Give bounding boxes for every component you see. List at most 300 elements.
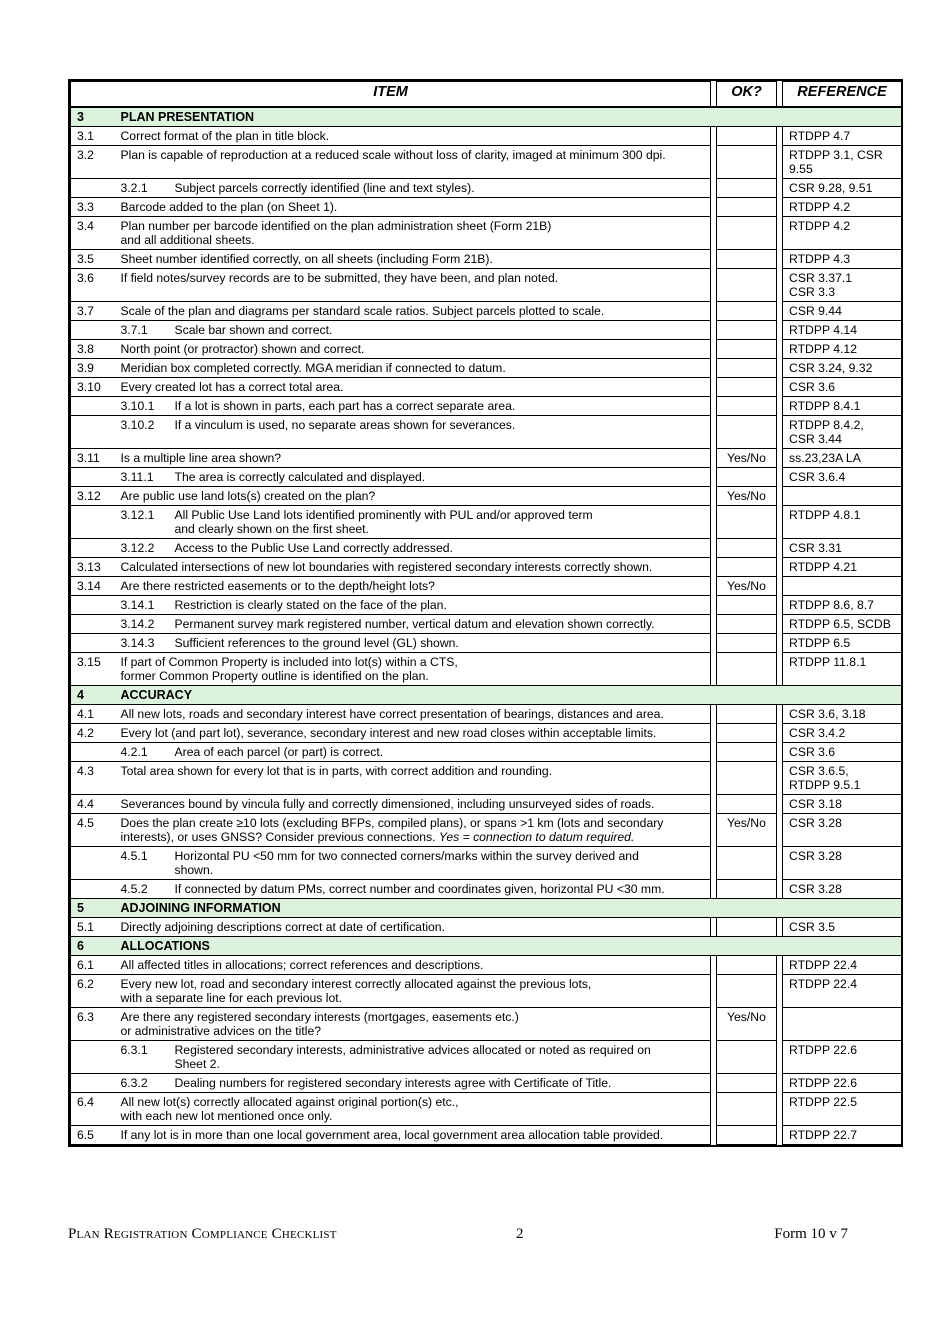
checklist-item-row [71,487,902,506]
item-text [115,179,711,198]
ok-cell[interactable] [717,1074,777,1093]
item-text [115,1074,711,1093]
reference-cell: CSR 3.28 [783,880,902,899]
item-description: Barcode added to the plan (on Sheet 1). [120,200,338,214]
subitem-text: Scale bar shown and correct. [174,323,333,337]
ok-cell[interactable] [717,250,777,269]
reference-cell: RTDPP 4.2 [783,198,902,217]
item-text [115,378,711,397]
item-description: Calculated intersections of new lot boundaries with registered secondary interests correctly shown. [120,560,653,574]
subitem-text: Registered secondary interests, administrative advices allocated or noted as required on Sheet 2. [174,1043,651,1071]
item-number-blank [71,468,115,487]
item-text [115,795,711,814]
reference-cell: RTDPP 22.6 [783,1041,902,1074]
subitem [121,882,707,896]
reference-cell: RTDPP 8.4.2, CSR 3.44 [783,416,902,449]
checklist-subitem-row [71,596,902,615]
reference-cell: RTDPP 3.1, CSR 9.55 [783,146,902,179]
ok-cell[interactable] [717,918,777,937]
checklist-subitem-row [71,416,902,449]
item-number-blank [71,506,115,539]
item-text [115,198,711,217]
ok-cell[interactable] [717,539,777,558]
subitem [121,1076,707,1090]
subitem-number: 3.10.1 [120,399,155,413]
reference-cell: RTDPP 22.5 [783,1093,902,1126]
item-description: Every new lot, road and secondary interest correctly allocated against the previous lots, with a separate line for each previous lot. [120,977,592,1005]
item-text [115,615,711,634]
ok-cell[interactable] [717,634,777,653]
subitem-text: Sufficient references to the ground level (GL) shown. [174,636,459,650]
item-text [115,596,711,615]
item-text [115,918,711,937]
ok-cell[interactable] [717,397,777,416]
checklist-subitem-row [71,397,902,416]
item-number: 3.3 [71,198,115,217]
item-description: All new lots, roads and secondary interest have correct presentation of bearings, distances and area. [120,707,664,721]
subitem [121,617,707,631]
subitem-number: 6.3.2 [120,1076,148,1090]
subitem-number: 4.5.2 [120,882,148,896]
subitem-text: Area of each parcel (or part) is correct. [174,745,384,759]
subitem [121,745,707,759]
item-text [115,468,711,487]
item-number: 3.1 [71,127,115,146]
checklist-subitem-row [71,847,902,880]
page-footer [68,1226,903,1246]
section-number: 4 [71,686,115,705]
subitem-text: If a lot is shown in parts, each part has a correct separate area. [174,399,516,413]
item-description: Meridian box completed correctly. MGA meridian if connected to datum. [120,361,506,375]
reference-cell: RTDPP 4.12 [783,340,902,359]
item-text [115,487,711,506]
checklist-subitem-row [71,634,902,653]
reference-cell: CSR 3.6 [783,743,902,762]
ok-cell[interactable] [717,269,777,302]
item-text [115,1093,711,1126]
item-text [115,956,711,975]
item-number: 4.4 [71,795,115,814]
section-header-row [71,686,902,705]
item-text [115,880,711,899]
checklist-subitem-row [71,1041,902,1074]
ok-cell[interactable] [717,506,777,539]
section-title: ALLOCATIONS [115,937,902,956]
ok-cell[interactable] [717,340,777,359]
reference-cell: RTDPP 4.21 [783,558,902,577]
item-description: Are there restricted easements or to the depth/height lots? [120,579,435,593]
item-number: 5.1 [71,918,115,937]
subitem-text: If a vinculum is used, no separate areas shown for severances. [174,418,516,432]
item-text [115,340,711,359]
ok-cell[interactable] [717,1041,777,1074]
item-text [115,217,711,250]
checklist-item-row [71,918,902,937]
ok-cell[interactable] [717,146,777,179]
section-number: 5 [71,899,115,918]
item-text [115,975,711,1008]
section-header-row [71,107,902,127]
checklist-subitem-row [71,539,902,558]
subitem-number: 3.12.2 [120,541,155,555]
item-number: 6.3 [71,1008,115,1041]
checklist-item-row [71,653,902,686]
reference-cell: CSR 9.28, 9.51 [783,179,902,198]
item-number: 6.2 [71,975,115,1008]
item-number: 3.9 [71,359,115,378]
ok-cell[interactable] [717,1093,777,1126]
item-number: 3.7 [71,302,115,321]
ok-cell[interactable]: Yes/No [717,449,777,468]
checklist-item-row [71,795,902,814]
item-text [115,1126,711,1145]
item-number: 6.4 [71,1093,115,1126]
ok-cell[interactable] [717,558,777,577]
subitem-number: 3.7.1 [120,323,148,337]
ok-cell[interactable] [717,359,777,378]
item-number-blank [71,1074,115,1093]
item-description: Total area shown for every lot that is in parts, with correct addition and rounding. [120,764,553,778]
checklist-item-row [71,127,902,146]
item-number: 6.1 [71,956,115,975]
subitem [121,323,707,337]
checklist-item-row [71,250,902,269]
ok-cell[interactable] [717,468,777,487]
checklist-item-row [71,378,902,397]
item-description: If any lot is in more than one local government area, local government area allocation table provided. [120,1128,664,1142]
reference-cell: RTDPP 6.5, SCDB [783,615,902,634]
subitem-text: Restriction is clearly stated on the face of the plan. [174,598,447,612]
checklist-item-row [71,1126,902,1145]
item-text [115,449,711,468]
subitem-number: 3.2.1 [120,181,148,195]
item-text [115,539,711,558]
item-description: Sheet number identified correctly, on all sheets (including Form 21B). [120,252,493,266]
footer-title: Plan Registration Compliance Checklist [68,1226,337,1242]
subitem-number: 3.10.2 [120,418,155,432]
item-number-blank [71,615,115,634]
item-number: 3.15 [71,653,115,686]
item-number: 3.13 [71,558,115,577]
reference-cell: RTDPP 8.6, 8.7 [783,596,902,615]
ok-cell[interactable] [717,127,777,146]
checklist-item-row [71,762,902,795]
subitem-text: Horizontal PU <50 mm for two connected corners/marks within the survey derived and shown. [174,849,639,877]
item-text [115,724,711,743]
ok-cell[interactable] [717,724,777,743]
subitem-number: 6.3.1 [120,1043,148,1057]
item-description: Is a multiple line area shown? [120,451,282,465]
checklist-table [70,81,902,1145]
item-number-blank [71,179,115,198]
ok-cell[interactable] [717,615,777,634]
item-number-blank [71,596,115,615]
subitem [121,399,707,413]
item-number-blank [71,539,115,558]
item-number: 3.14 [71,577,115,596]
header-reference: REFERENCE [783,82,902,108]
ok-cell[interactable] [717,321,777,340]
item-text [115,762,711,795]
item-text [115,250,711,269]
subitem [121,1043,707,1071]
reference-cell: RTDPP 4.3 [783,250,902,269]
item-text [115,1008,711,1041]
item-description: Does the plan create ≥10 lots (excluding BFPs, compiled plans), or spans >1 km (lots and secondary interests), or uses GNSS? Consider previous connections. [120,816,664,844]
item-description: Are public use land lots(s) created on the plan? [120,489,376,503]
item-number: 4.1 [71,705,115,724]
reference-cell [783,577,902,596]
item-description: Directly adjoining descriptions correct at date of certification. [120,920,445,934]
subitem-number: 3.12.1 [120,508,155,522]
checklist-subitem-row [71,179,902,198]
checklist-item-row [71,217,902,250]
item-description: If field notes/survey records are to be submitted, they have been, and plan noted. [120,271,559,285]
checklist-subitem-row [71,506,902,539]
subitem [121,418,707,432]
section-title: ACCURACY [115,686,902,705]
reference-cell: CSR 3.31 [783,539,902,558]
subitem-number: 4.2.1 [120,745,148,759]
section-title: PLAN PRESENTATION [115,107,902,127]
item-text [115,1041,711,1074]
item-number: 4.5 [71,814,115,847]
item-description: Scale of the plan and diagrams per standard scale ratios. Subject parcels plotted to scale. [120,304,605,318]
checklist-subitem-row [71,468,902,487]
subitem-text: If connected by datum PMs, correct number and coordinates given, horizontal PU <30 mm. [174,882,665,896]
reference-cell: CSR 3.37.1 CSR 3.3 [783,269,902,302]
item-number: 3.4 [71,217,115,250]
checklist-item-row [71,558,902,577]
header-item: ITEM [71,82,711,108]
item-text [115,359,711,378]
ok-cell[interactable] [717,705,777,724]
item-number-blank [71,743,115,762]
item-description: Every created lot has a correct total area. [120,380,344,394]
ok-cell[interactable] [717,179,777,198]
item-number: 3.10 [71,378,115,397]
checklist-item-row [71,449,902,468]
checklist-item-row [71,814,902,847]
checklist-item-row [71,724,902,743]
reference-cell: CSR 3.6 [783,378,902,397]
section-title: ADJOINING INFORMATION [115,899,902,918]
item-number: 4.3 [71,762,115,795]
checklist-item-row [71,1008,902,1041]
item-text [115,814,711,847]
checklist-item-row [71,1093,902,1126]
item-number: 3.5 [71,250,115,269]
item-number-blank [71,397,115,416]
item-text [115,653,711,686]
item-number-blank [71,1041,115,1074]
reference-cell: CSR 3.24, 9.32 [783,359,902,378]
subitem [121,598,707,612]
item-text [115,634,711,653]
form-version: Form 10 v 7 [774,1226,848,1242]
checklist-item-row [71,198,902,217]
item-note: Yes = connection to datum required. [438,830,635,844]
checklist-item-row [71,146,902,179]
item-text [115,302,711,321]
table-header-row [71,82,902,108]
item-text [115,321,711,340]
ok-cell[interactable]: Yes/No [717,577,777,596]
subitem-text: The area is correctly calculated and displayed. [174,470,426,484]
reference-cell: RTDPP 6.5 [783,634,902,653]
section-number: 6 [71,937,115,956]
subitem-number: 3.14.3 [120,636,155,650]
reference-cell: RTDPP 4.14 [783,321,902,340]
subitem [121,470,707,484]
checklist-subitem-row [71,880,902,899]
item-description: Every lot (and part lot), severance, secondary interest and new road closes within acceptable limits. [120,726,657,740]
item-description: Are there any registered secondary interests (mortgages, easements etc.) or administrative advices on the title? [120,1010,519,1038]
subitem [121,541,707,555]
reference-cell: CSR 3.18 [783,795,902,814]
ok-cell[interactable] [717,416,777,449]
item-text [115,146,711,179]
item-number-blank [71,847,115,880]
reference-cell [783,1008,902,1041]
reference-cell: RTDPP 4.7 [783,127,902,146]
ok-cell[interactable] [717,956,777,975]
item-text [115,577,711,596]
reference-cell: RTDPP 4.2 [783,217,902,250]
item-number-blank [71,880,115,899]
item-text [115,127,711,146]
reference-cell: RTDPP 22.4 [783,956,902,975]
subitem [121,181,707,195]
item-description: Severances bound by vincula fully and correctly dimensioned, including unsurveyed sides of roads. [120,797,655,811]
item-description: North point (or protractor) shown and correct. [120,342,365,356]
item-text [115,506,711,539]
ok-cell[interactable]: Yes/No [717,1008,777,1041]
ok-cell[interactable] [717,198,777,217]
item-description: If part of Common Property is included into lot(s) within a CTS, former Common Property outline is identified on the plan. [120,655,458,683]
reference-cell: RTDPP 8.4.1 [783,397,902,416]
item-text [115,397,711,416]
item-number: 3.8 [71,340,115,359]
subitem [121,849,707,877]
item-number: 6.5 [71,1126,115,1145]
checklist-subitem-row [71,743,902,762]
item-description: Plan is capable of reproduction at a reduced scale without loss of clarity, imaged at minimum 300 dpi. [120,148,666,162]
header-ok: OK? [717,82,777,108]
reference-cell: RTDPP 22.4 [783,975,902,1008]
item-text [115,558,711,577]
item-description: All affected titles in allocations; correct references and descriptions. [120,958,484,972]
item-description: Correct format of the plan in title block. [120,129,330,143]
checklist-item-row [71,577,902,596]
item-number: 3.12 [71,487,115,506]
section-header-row [71,899,902,918]
section-number: 3 [71,107,115,127]
checklist-subitem-row [71,1074,902,1093]
checklist-item-row [71,340,902,359]
reference-cell: RTDPP 22.7 [783,1126,902,1145]
ok-cell[interactable] [717,795,777,814]
reference-cell: ss.23,23A LA [783,449,902,468]
reference-cell: CSR 9.44 [783,302,902,321]
subitem-number: 3.11.1 [120,470,154,484]
reference-cell: CSR 3.28 [783,847,902,880]
ok-cell[interactable] [717,378,777,397]
reference-cell: CSR 3.6.4 [783,468,902,487]
item-text [115,705,711,724]
checklist-item-row [71,302,902,321]
item-text [115,743,711,762]
checklist-item-row [71,705,902,724]
item-description: All new lot(s) correctly allocated against original portion(s) etc., with each new lot mentioned once only. [120,1095,459,1123]
section-header-row [71,937,902,956]
reference-cell: CSR 3.4.2 [783,724,902,743]
item-number-blank [71,634,115,653]
ok-cell[interactable] [717,847,777,880]
checklist-subitem-row [71,321,902,340]
subitem-text: Access to the Public Use Land correctly addressed. [174,541,453,555]
item-number-blank [71,321,115,340]
subitem-number: 3.14.1 [120,598,155,612]
ok-cell[interactable] [717,975,777,1008]
item-text [115,416,711,449]
reference-cell: CSR 3.6.5, RTDPP 9.5.1 [783,762,902,795]
checklist-subitem-row [71,615,902,634]
subitem-number: 4.5.1 [120,849,148,863]
item-number: 3.6 [71,269,115,302]
ok-cell[interactable] [717,217,777,250]
ok-cell[interactable] [717,762,777,795]
subitem-text: Dealing numbers for registered secondary interests agree with Certificate of Title. [174,1076,612,1090]
reference-cell: CSR 3.6, 3.18 [783,705,902,724]
checklist-sheet [68,79,903,1147]
page-number: 2 [516,1226,524,1242]
subitem-text: All Public Use Land lots identified prominently with PUL and/or approved term and clearly shown on the first sheet. [174,508,593,536]
reference-cell: CSR 3.28 [783,814,902,847]
ok-cell[interactable]: Yes/No [717,814,777,847]
ok-cell[interactable] [717,302,777,321]
ok-cell[interactable] [717,596,777,615]
ok-cell[interactable] [717,1126,777,1145]
ok-cell[interactable] [717,743,777,762]
reference-cell: RTDPP 22.6 [783,1074,902,1093]
reference-cell: RTDPP 11.8.1 [783,653,902,686]
subitem-text: Permanent survey mark registered number, vertical datum and elevation shown correctly. [174,617,655,631]
subitem [121,508,707,536]
checklist-body [71,107,902,1145]
item-description: Plan number per barcode identified on the plan administration sheet (Form 21B) and all additional sheets. [120,219,552,247]
item-text [115,269,711,302]
reference-cell: CSR 3.5 [783,918,902,937]
subitem-text: Subject parcels correctly identified (line and text styles). [174,181,475,195]
subitem [121,636,707,650]
item-number: 3.11 [71,449,115,468]
item-number: 4.2 [71,724,115,743]
ok-cell[interactable] [717,880,777,899]
item-number: 3.2 [71,146,115,179]
ok-cell[interactable]: Yes/No [717,487,777,506]
ok-cell[interactable] [717,653,777,686]
checklist-item-row [71,975,902,1008]
item-number-blank [71,416,115,449]
subitem-number: 3.14.2 [120,617,155,631]
item-text [115,847,711,880]
checklist-item-row [71,359,902,378]
checklist-item-row [71,269,902,302]
reference-cell [783,487,902,506]
reference-cell: RTDPP 4.8.1 [783,506,902,539]
checklist-item-row [71,956,902,975]
